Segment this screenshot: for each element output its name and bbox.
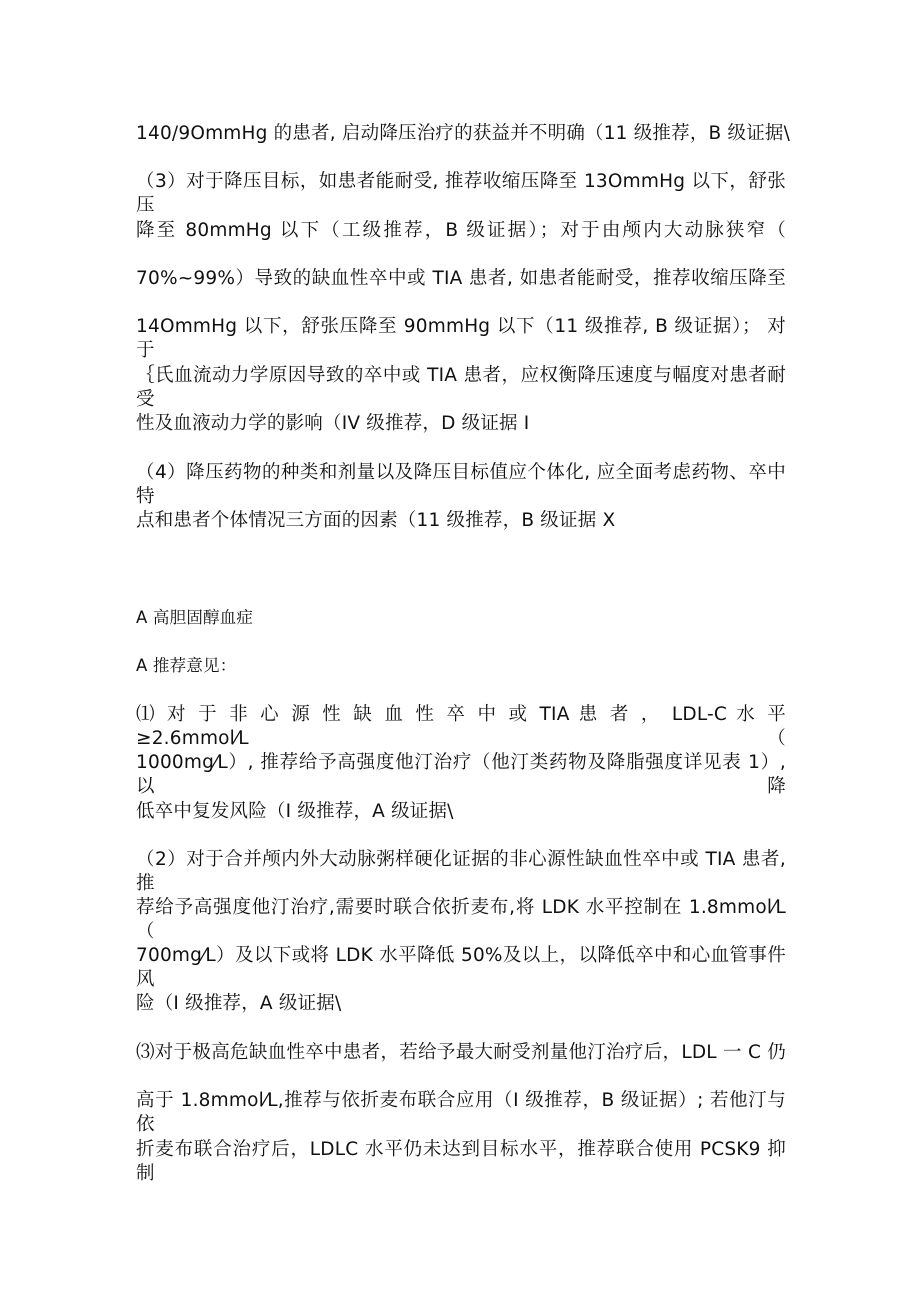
text-line-17: 700mg⁄L）及以下或将 LDK 水平降低 50%及以上，以降低卒中和心血管事件风: [136, 945, 786, 990]
text-line-12: ⑴ 对 于 非 心 源 性 缺 血 性 卒 中 或 TIA 患 者 ， LDL-C 水 平 ≥2.6mmol⁄L （: [136, 704, 786, 749]
text-line-7: 性及血液动力学的影响（IV 级推荐，D 级证据 I: [136, 413, 530, 434]
text-line-3: 降至 80mmHg 以下（工级推荐，B 级证据）；对于由颅内大动脉狭窄（: [136, 220, 786, 241]
text-line-15: （2）对于合并颅内外大动脉粥样硬化证据的非心源性缺血性卒中或 TIA 患者, 推: [136, 849, 786, 894]
text-line-16: 荐给予高强度他汀治疗,需要时联合依折麦布,将 LDK 水平控制在 1.8mmol⁄L（: [136, 897, 786, 942]
text-line-18: 险（I 级推荐，A 级证据\: [136, 993, 342, 1014]
text-line-1: 140/9OmmHg 的患者, 启动降压治疗的获益并不明确（11 级推荐，B 级证据\: [136, 123, 791, 144]
text-line-19: ⑶对于极高危缺血性卒中患者，若给予最大耐受剂量他汀治疗后，LDL 一 C 仍: [136, 1042, 786, 1063]
section-heading: A 高胆固醇血症: [136, 608, 254, 627]
text-line-9: 点和患者个体情况三方面的因素（11 级推荐，B 级证据 X: [136, 510, 616, 531]
text-line-8: （4）降压药物的种类和剂量以及降压目标值应个体化, 应全面考虑药物、卒中特: [136, 462, 786, 507]
text-line-6: ｛氏血流动力学原因导致的卒中或 TIA 患者，应权衡降压速度与幅度对患者耐受: [136, 365, 786, 410]
text-line-13: 1000mg⁄L）, 推荐给予高强度他汀治疗（他汀类药物及降脂强度详见表 1）,以降: [136, 752, 786, 797]
text-line-4: 70%~99%）导致的缺血性卒中或 TIA 患者, 如患者能耐受，推荐收缩压降至: [136, 268, 786, 289]
text-line-21: 折麦布联合治疗后，LDLC 水平仍未达到目标水平，推荐联合使用 PCSK9 抑制: [136, 1139, 786, 1184]
text-line-5: 14OmmHg 以下，舒张压降至 90mmHg 以下（11 级推荐, B 级证据）； 对于: [136, 316, 786, 361]
recommendation-heading: A 推荐意见：: [136, 656, 237, 675]
text-line-20: 高于 1.8mmol⁄L,推荐与依折麦布联合应用（I 级推荐，B 级证据）; 若他汀与依: [136, 1090, 786, 1135]
text-line-2: （3）对于降压目标，如患者能耐受, 推荐收缩压降至 13OmmHg 以下，舒张压: [136, 171, 786, 216]
text-line-14: 低卒中复发风险（I 级推荐，A 级证据\: [136, 801, 454, 822]
